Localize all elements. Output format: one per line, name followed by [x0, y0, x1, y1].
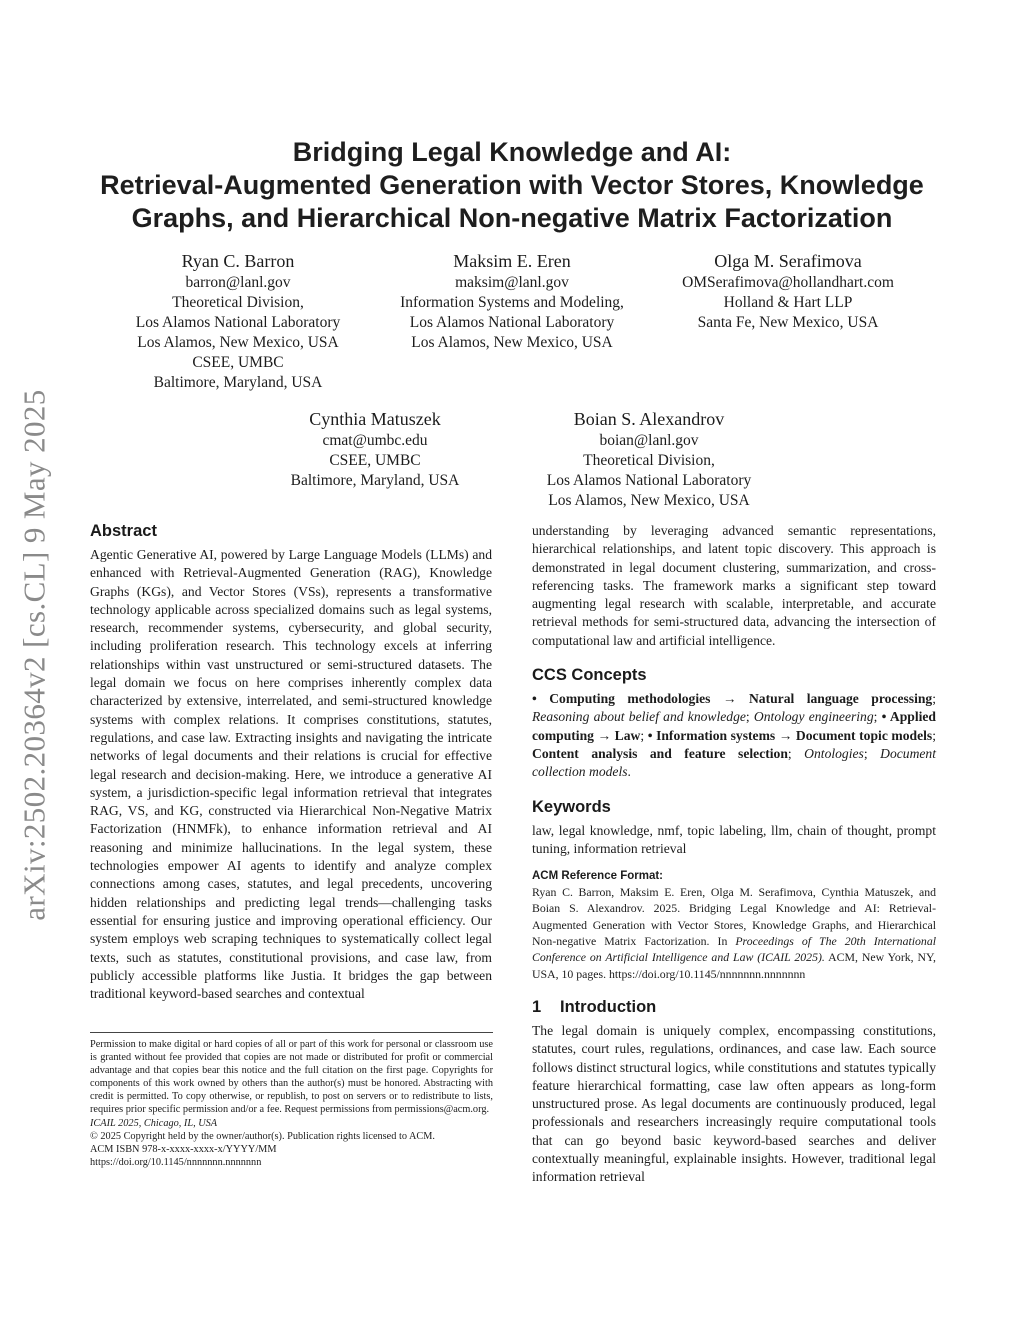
paper-title	[80, 136, 944, 235]
abstract-continuation: understanding by leveraging advanced semantic representations, hierarchical relationships, and latent topic discovery. This approach is demonstrated in legal document clustering, summarization, and cross-referencing tasks. The framework marks a significant step toward augmenting legal research with scalable, interpretable, and accurate retrieval methods for semi-structured data, advancing the intersection of computational law and artificial intelligence.	[532, 523, 936, 648]
arxiv-stamp	[4, 345, 66, 965]
ccs-concepts: • Computing methodologies → Natural language processing; Reasoning about belief and knowledge; Ontology engineering; • Applied computing → Law; • Information systems → Document topic models; Content analysis and feature selection; Ontologies; Document collection models.	[532, 691, 936, 780]
author-name: Cynthia Matuszek	[309, 409, 441, 429]
author-affiliation: Santa Fe, New Mexico, USA	[697, 314, 879, 331]
author-block-eren	[362, 250, 662, 353]
doi-link[interactable]: https://doi.org/10.1145/nnnnnnn.nnnnnnn	[90, 1156, 262, 1168]
author-affiliation: Holland & Hart LLP	[723, 294, 853, 311]
acm-reference-publisher: ACM, New York, NY, USA, 10 pages. https://doi.org/10.1145/nnnnnnn.nnnnnnn	[532, 950, 936, 981]
ccs-concept: Content analysis and feature selection	[532, 745, 788, 761]
author-affiliation: CSEE, UMBC	[329, 452, 421, 469]
author-affiliation: CSEE, UMBC	[192, 354, 284, 371]
left-column	[90, 520, 492, 1003]
acm-reference-venue: Proceedings of The 20th International Conference on Artificial Intelligence and Law (ICAIL 2025).	[532, 934, 936, 965]
ccs-concept: Ontology engineering	[753, 709, 874, 725]
copyright-line: © 2025 Copyright held by the owner/author(s). Publication rights licensed to ACM.	[90, 1130, 436, 1142]
author-block-serafimova	[638, 250, 938, 333]
author-name: Olga M. Serafimova	[714, 251, 862, 271]
author-block-barron	[88, 250, 388, 393]
author-email: barron@lanl.gov	[185, 274, 291, 291]
abstract-text: Agentic Generative AI, powered by Large Language Models (LLMs) and enhanced with Retrieval-Augmented Generation (RAG), Knowledge Graphs (KGs), and Vector Stores (VSs), represents a transformative technology applicable across specialized domains such as legal systems, research, recommender systems, cybersecurity, and global security, including proliferation research. This technology excels at inferring relationships within vast unstructured or semi-structured datasets. The legal domain we focus on here comprises inherently complex data characterized by extensive, interrelated, and semi-structured knowledge systems with complex relations. It comprises constitutions, statutes, regulations, and case law. Extracting insights and navigating the intricate networks of legal documents and their relations is crucial for effective legal research and decision-making. Here, we introduce a generative AI system, a jurisdiction-specific legal information retrieval that integrates RAG, VS, and KG, constructed via Hierarchical Non-Negative Matrix Factorization (HNMFk), to enhance information retrieval and AI reasoning and minimize hallucinations. In the legal system, these technologies empower AI agents to identify and analyze complex connections among cases, statutes, and legal precedents, uncovering hidden relationships and predicting legal trends—challenging tasks essential for ensuring justice and improving operational efficiency. Our system employs web scraping techniques to systematically collect legal texts, such as statutes, constitutional provisions, and case law, from publicly accessible platforms like Justia. It bridges the gap between traditional keyword-based searches and contextual	[90, 547, 492, 1002]
acm-reference-text	[532, 884, 936, 982]
author-affiliation: Los Alamos National Laboratory	[135, 314, 341, 331]
ccs-concept: Reasoning about belief and knowledge	[532, 709, 746, 725]
introduction-text: The legal domain is uniquely complex, encompassing constitutions, statutes, court rules, regulations, ordinances, and case law. Each source follows distinct structural logics, while constitutions and statutes typically feature hierarchical formatting, case law often appears as long-form unstructured prose. As legal documents are continuously produced, legal professionals and researchers increasingly require computational tools that can go beyond basic keyword-based searches and deliver contextually meaningful, explainable insights. However, traditional legal information retrieval	[532, 1022, 936, 1185]
acm-reference-authors: Ryan C. Barron, Maksim E. Eren, Olga M. Serafimova, Cynthia Matuszek, and Boian S. Alexandrov. 2025. Bridging Legal Knowledge and AI: Retrieval-Augmented Generation with Vector Stores, Knowledge Graphs, and Hierarchical Non-negative Matrix Factorization. In	[532, 885, 936, 949]
title-line-1: Bridging Legal Knowledge and AI:	[292, 137, 732, 167]
ccs-concept: Document collection models	[532, 745, 936, 780]
author-affiliation: Los Alamos, New Mexico, USA	[137, 334, 339, 351]
copyright-footnote	[90, 1038, 493, 1169]
author-affiliation: Los Alamos, New Mexico, USA	[548, 492, 750, 509]
keywords-heading: Keywords	[532, 797, 611, 816]
arxiv-stamp-text: arXiv:2502.20364v2 [cs.CL] 9 May 2025	[17, 389, 52, 921]
author-email: boian@lanl.gov	[599, 432, 699, 449]
author-email: cmat@umbc.edu	[322, 432, 428, 449]
ccs-heading: CCS Concepts	[532, 666, 647, 685]
permission-notice: Permission to make digital or hard copies of all or part of this work for personal or classroom use is granted without fee provided that copies are not made or distributed for profit or commercial advantage and that copies bear this notice and the full citation on the first page. Copyrights for components of this work owned by others than the author(s) must be honored. Abstracting with credit is permitted. To copy otherwise, or republish, to post on servers or to redistribute to lists, requires prior specific permission and/or a fee. Request permissions from permissions@acm.org.	[90, 1039, 493, 1116]
ccs-concept: Ontologies	[804, 745, 864, 761]
author-affiliation: Los Alamos, New Mexico, USA	[411, 334, 613, 351]
author-block-alexandrov	[499, 408, 799, 511]
title-line-3: Graphs, and Hierarchical Non-negative Matrix Factorization	[131, 203, 893, 233]
author-affiliation: Information Systems and Modeling,	[400, 294, 624, 311]
author-email: OMSerafimova@hollandhart.com	[682, 274, 894, 291]
ccs-concept: • Information systems → Document topic models	[647, 727, 933, 743]
author-block-matuszek	[225, 408, 525, 491]
acm-reference-label: ACM Reference Format:	[532, 870, 663, 883]
author-affiliation: Baltimore, Maryland, USA	[290, 472, 460, 489]
section-title: Introduction	[560, 997, 657, 1016]
ccs-concept: Applied computing → Law	[532, 709, 936, 743]
abstract-heading: Abstract	[90, 522, 157, 540]
author-affiliation: Los Alamos National Laboratory	[409, 314, 615, 331]
ccs-concept: • Computing methodologies → Natural language processing	[532, 691, 933, 707]
author-affiliation: Baltimore, Maryland, USA	[153, 374, 323, 391]
section-number: 1	[532, 997, 542, 1016]
right-column	[532, 522, 936, 1187]
author-name: Ryan C. Barron	[181, 251, 295, 271]
keywords-text: law, legal knowledge, nmf, topic labeling, llm, chain of thought, prompt tuning, information retrieval	[532, 822, 936, 856]
author-name: Boian S. Alexandrov	[573, 409, 725, 429]
title-line-2: Retrieval-Augmented Generation with Vector Stores, Knowledge	[100, 170, 924, 200]
author-name: Maksim E. Eren	[453, 251, 571, 271]
author-affiliation: Los Alamos National Laboratory	[546, 472, 752, 489]
author-affiliation: Theoretical Division,	[172, 294, 304, 311]
author-affiliation: Theoretical Division,	[583, 452, 715, 469]
author-email: maksim@lanl.gov	[455, 274, 569, 291]
conference-venue: ICAIL 2025, Chicago, IL, USA	[90, 1117, 218, 1129]
isbn-line: ACM ISBN 978-x-xxxx-xxxx-x/YYYY/MM	[90, 1143, 277, 1155]
footnote-divider	[90, 1032, 493, 1033]
introduction-heading	[532, 996, 936, 1018]
